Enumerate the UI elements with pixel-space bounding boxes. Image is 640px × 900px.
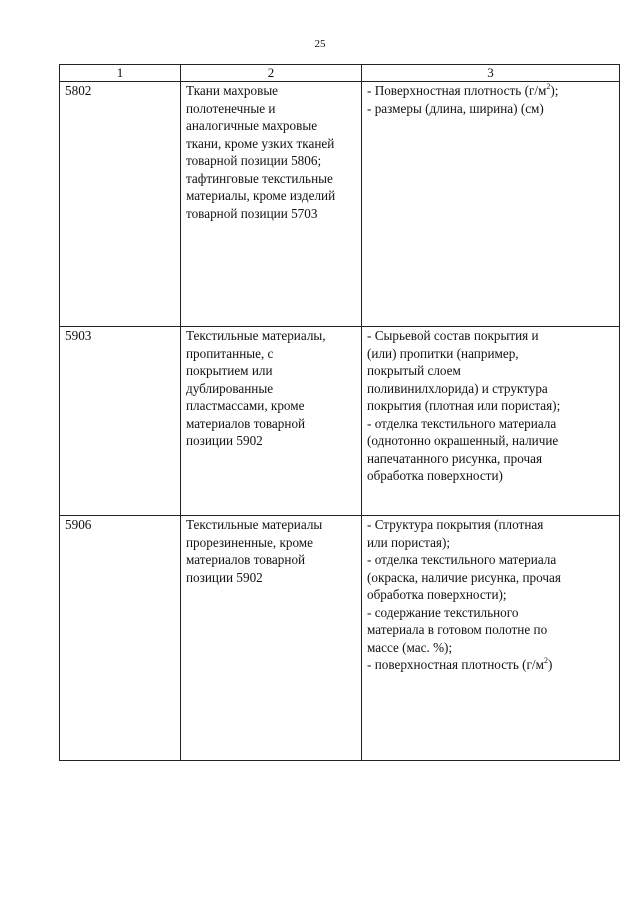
description-line: ткани, кроме узких тканей — [186, 135, 335, 151]
commodity-code: 5903 — [60, 327, 181, 516]
attribute-tail: ) — [547, 657, 553, 672]
table-header-row — [60, 65, 620, 82]
column-header-2: 2 — [181, 65, 362, 82]
attribute-line — [367, 327, 615, 345]
attribute-list — [362, 327, 620, 516]
attribute-line — [367, 639, 615, 657]
attribute-line — [367, 362, 615, 380]
attribute-line — [367, 534, 615, 552]
attribute-line — [367, 569, 615, 587]
attribute-text: покрытия (плотная или пористая); — [367, 398, 561, 413]
attribute-line — [367, 380, 615, 398]
description-line: материалы, кроме изделий — [186, 188, 336, 203]
attribute-line — [367, 586, 615, 604]
attribute-line — [367, 467, 615, 485]
attribute-text: (или) пропитки (например, — [367, 345, 519, 361]
description-line: пластмассами, кроме — [186, 398, 305, 413]
attribute-text: (однотонно окрашенный, наличие — [367, 433, 559, 448]
attribute-text: поливинилхлорида) и структура — [367, 380, 548, 396]
commodity-description — [181, 516, 362, 761]
column-header-1: 1 — [60, 65, 181, 82]
attribute-text: - размеры (длина, ширина) (см) — [367, 100, 544, 116]
attribute-line — [367, 656, 615, 674]
attribute-line — [367, 100, 615, 118]
description-line: позиции 5902 — [186, 433, 263, 448]
commodity-description — [181, 82, 362, 327]
attribute-line — [367, 604, 615, 622]
attribute-text: напечатанного рисунка, прочая — [367, 450, 543, 466]
description-line: Ткани махровые — [186, 83, 279, 98]
description-line: пропитанные, с — [186, 345, 274, 361]
description-line: материалов товарной — [186, 415, 306, 431]
description-line: аналогичные махровые — [186, 118, 318, 133]
attribute-text: или пористая); — [367, 534, 451, 550]
description-line: Текстильные материалы, — [186, 328, 326, 343]
table-row — [60, 516, 620, 761]
attribute-text: - содержание текстильного — [367, 604, 519, 620]
attribute-text: массе (мас. %); — [367, 639, 453, 655]
attribute-text: обработка поверхности) — [367, 468, 503, 483]
attribute-text: - отделка текстильного материала — [367, 552, 557, 567]
attribute-text: - Поверхностная плотность (г/м — [367, 83, 547, 98]
attribute-list — [362, 82, 620, 327]
tariff-table — [59, 64, 620, 761]
description-line: материалов товарной — [186, 552, 306, 567]
page-number: 25 — [314, 38, 326, 50]
attribute-text: обработка поверхности); — [367, 587, 507, 602]
description-line: тафтинговые текстильные — [186, 170, 333, 186]
attribute-line — [367, 621, 615, 639]
attribute-line — [367, 551, 615, 569]
description-line: прорезиненные, кроме — [186, 534, 313, 550]
description-line: позиции 5902 — [186, 569, 263, 585]
table-row — [60, 82, 620, 327]
commodity-code: 5906 — [60, 516, 181, 761]
attribute-text: (окраска, наличие рисунка, прочая — [367, 569, 561, 585]
commodity-description — [181, 327, 362, 516]
description-line: Текстильные материалы — [186, 517, 323, 532]
attribute-line — [367, 82, 615, 100]
attribute-line — [367, 516, 615, 534]
attribute-text: - отделка текстильного материала — [367, 415, 557, 431]
table-row — [60, 327, 620, 516]
attribute-line — [367, 415, 615, 433]
attribute-text: - Сырьевой состав покрытия и — [367, 328, 539, 343]
attribute-line — [367, 397, 615, 415]
description-line: полотенечные и — [186, 100, 276, 116]
unit-exponent: 2 — [546, 81, 551, 91]
commodity-code: 5802 — [60, 82, 181, 327]
attribute-line — [367, 345, 615, 363]
attribute-text: материала в готовом полотне по — [367, 622, 548, 637]
attribute-line — [367, 432, 615, 450]
attribute-text: - Структура покрытия (плотная — [367, 517, 544, 532]
description-line: товарной позиции 5703 — [186, 205, 318, 221]
description-line: товарной позиции 5806; — [186, 153, 322, 168]
attribute-text: покрытый слоем — [367, 363, 461, 378]
description-line: дублированные — [186, 380, 274, 396]
description-line: покрытием или — [186, 363, 273, 378]
attribute-list — [362, 516, 620, 761]
attribute-line — [367, 450, 615, 468]
attribute-text: - поверхностная плотность (г/м — [367, 657, 544, 672]
column-header-3: 3 — [362, 65, 620, 82]
unit-exponent: 2 — [543, 655, 548, 665]
attribute-tail: ); — [550, 83, 559, 98]
